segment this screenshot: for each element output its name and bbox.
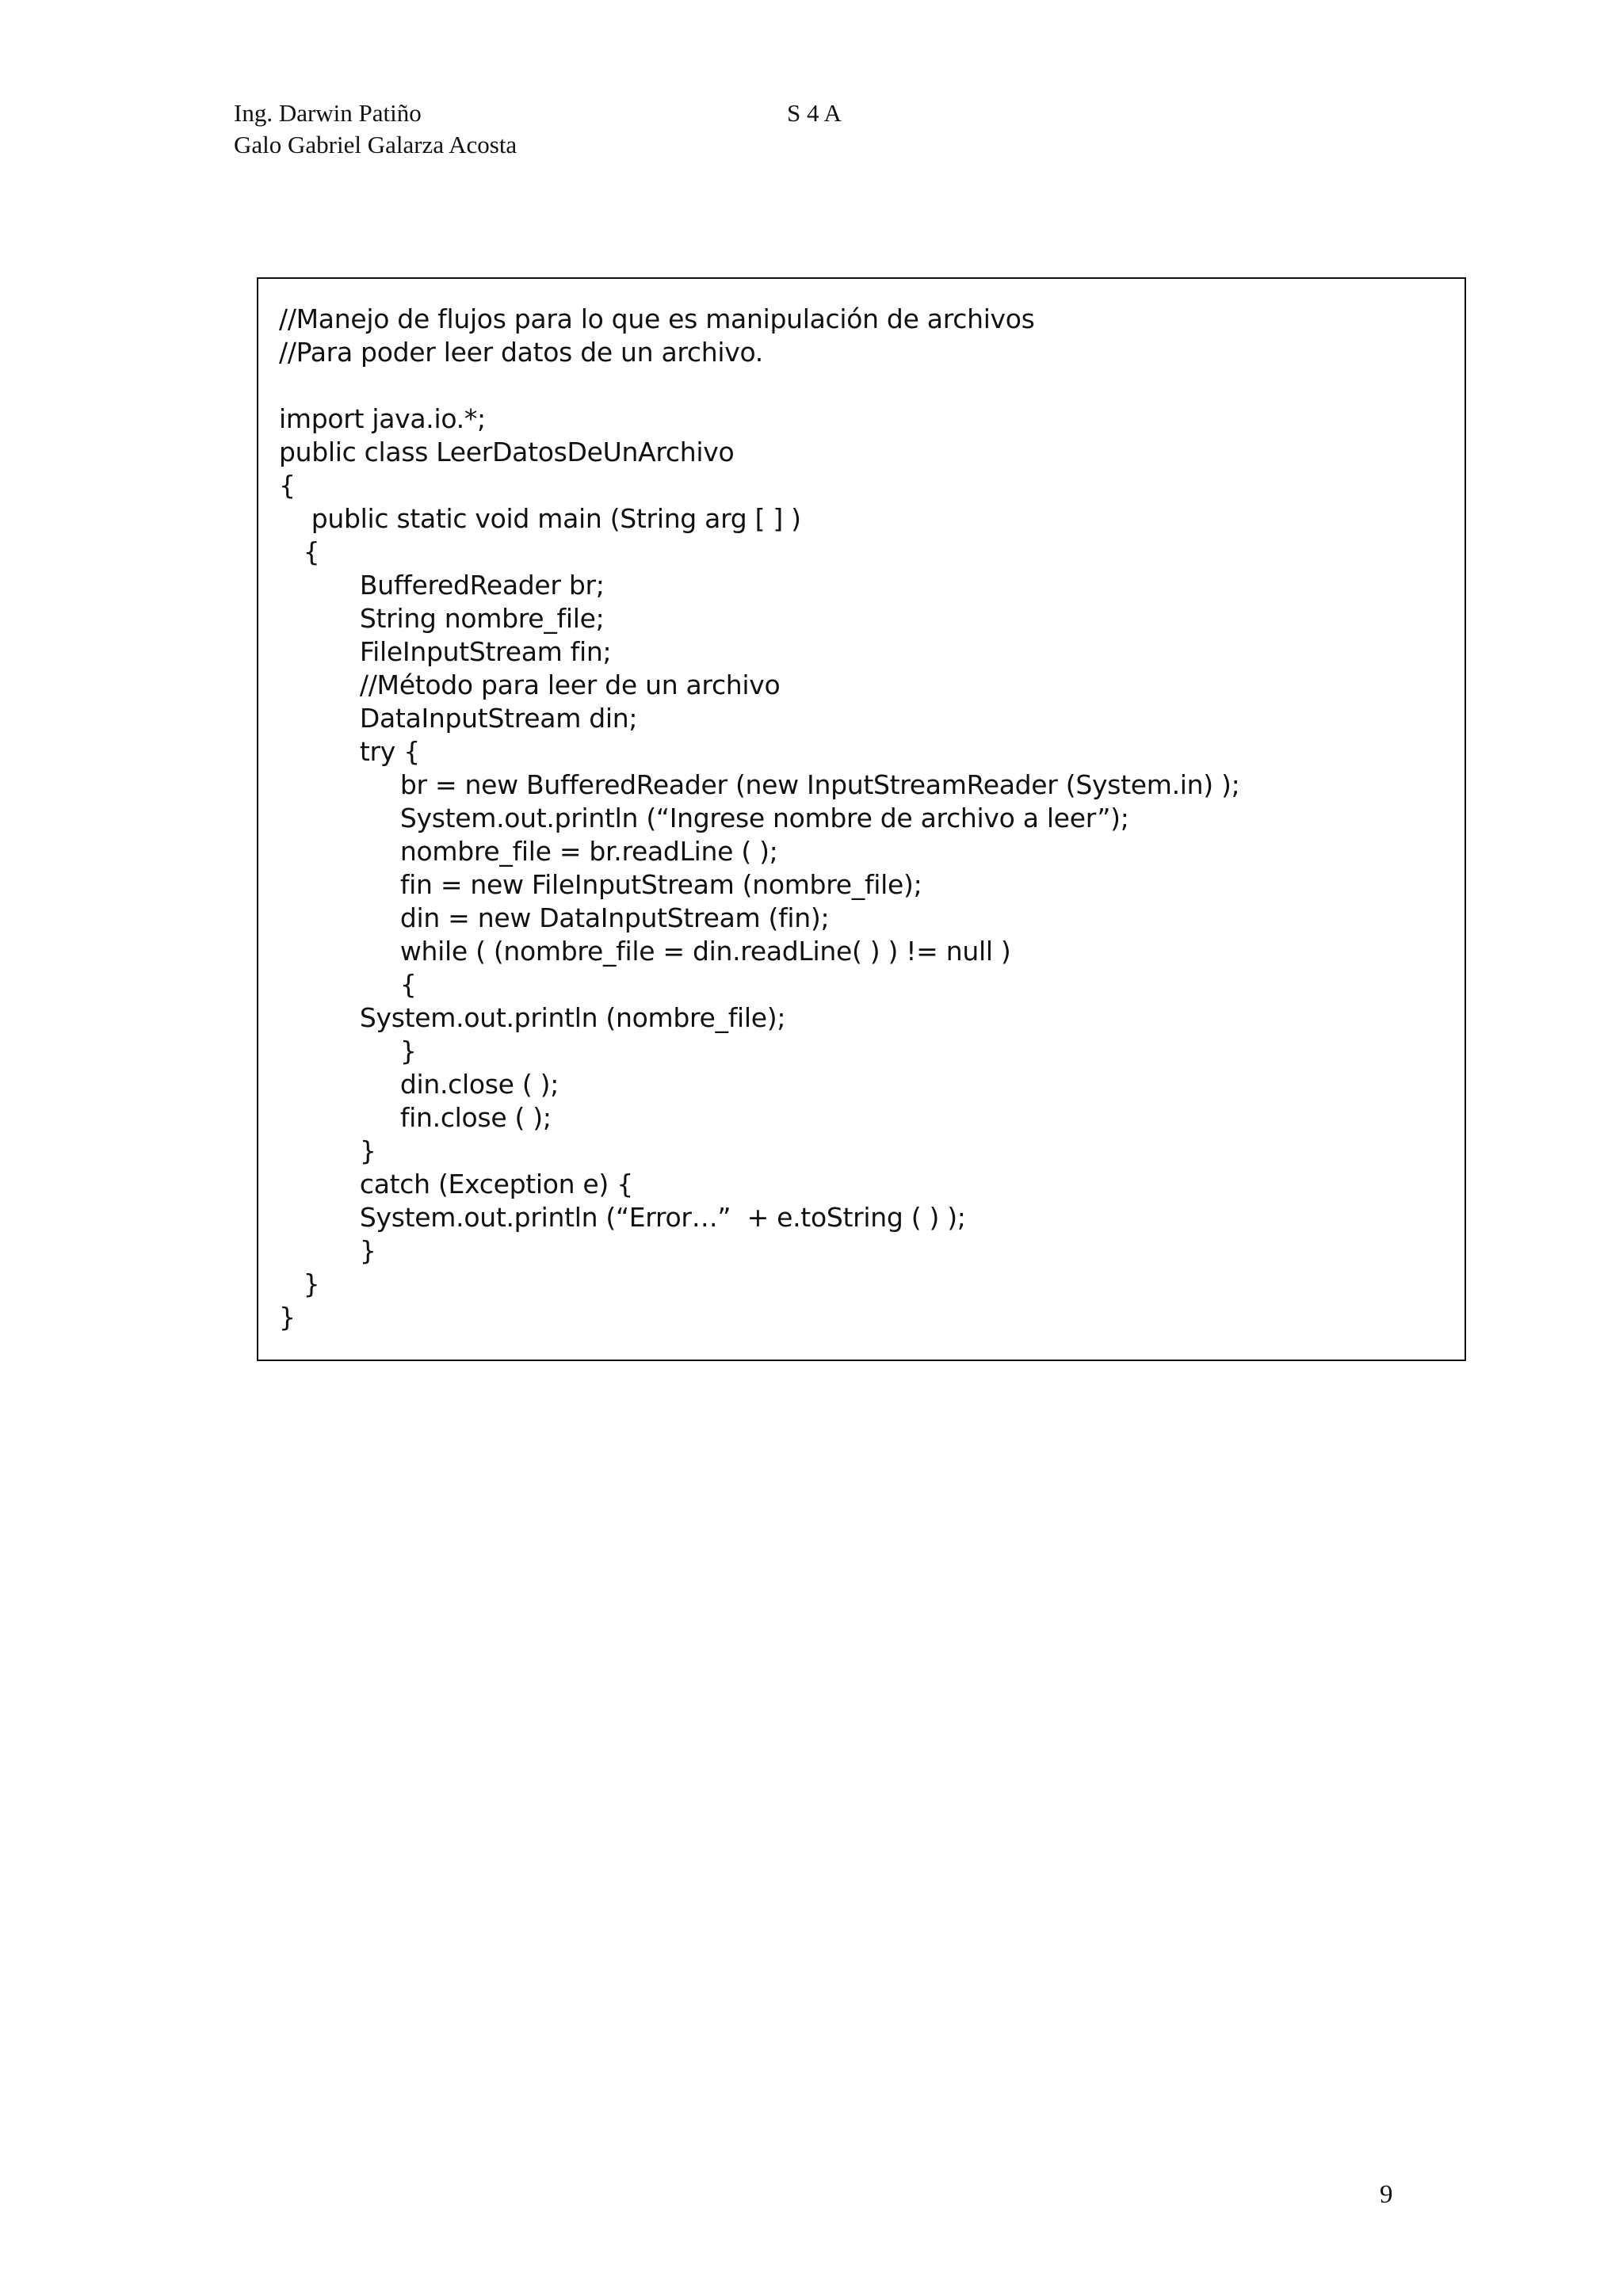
code-line: while ( (nombre_file = din.readLine( ) ) != null ) <box>279 936 1011 967</box>
section-code: S 4 A <box>787 99 842 127</box>
code-line: { <box>279 969 417 1000</box>
code-line: } <box>279 1135 376 1166</box>
code-line: public class LeerDatosDeUnArchivo <box>279 437 735 467</box>
code-line: } <box>279 1302 296 1333</box>
code-line: String nombre_file; <box>279 603 605 634</box>
code-line: //Para poder leer datos de un archivo. <box>279 337 763 368</box>
code-line: { <box>279 536 320 567</box>
code-line: public static void main (String arg [ ] ) <box>279 503 801 534</box>
code-line: //Manejo de flujos para lo que es manipulación de archivos <box>279 303 1035 334</box>
page-number: 9 <box>1380 2180 1393 2209</box>
author-name: Ing. Darwin Patiño <box>234 99 422 127</box>
code-listing-box <box>257 277 1466 1361</box>
code-line: din = new DataInputStream (fin); <box>279 902 830 933</box>
code-line: //Método para leer de un archivo <box>279 669 781 700</box>
code-line: din.close ( ); <box>279 1069 559 1100</box>
student-name: Galo Gabriel Galarza Acosta <box>234 131 517 158</box>
code-line: try { <box>279 736 420 767</box>
code-line: System.out.println (“Ingrese nombre de archivo a leer”); <box>279 803 1129 833</box>
code-line: } <box>279 1235 376 1266</box>
code-line: } <box>279 1268 320 1299</box>
code-line: BufferedReader br; <box>279 570 605 601</box>
code-line: System.out.println (nombre_file); <box>279 1002 786 1033</box>
code-line: fin = new FileInputStream (nombre_file); <box>279 869 922 900</box>
code-line: } <box>279 1035 417 1066</box>
code-line: DataInputStream din; <box>279 703 638 734</box>
code-line: { <box>279 470 296 501</box>
code-line: nombre_file = br.readLine ( ); <box>279 836 778 867</box>
code-line: catch (Exception e) { <box>279 1169 633 1199</box>
code-line: FileInputStream fin; <box>279 636 612 667</box>
code-line: br = new BufferedReader (new InputStreamReader (System.in) ); <box>279 769 1240 800</box>
code-line: fin.close ( ); <box>279 1102 552 1133</box>
code-line: System.out.println (“Error…” + e.toString ( ) ); <box>279 1202 966 1233</box>
code-line: import java.io.*; <box>279 403 486 434</box>
